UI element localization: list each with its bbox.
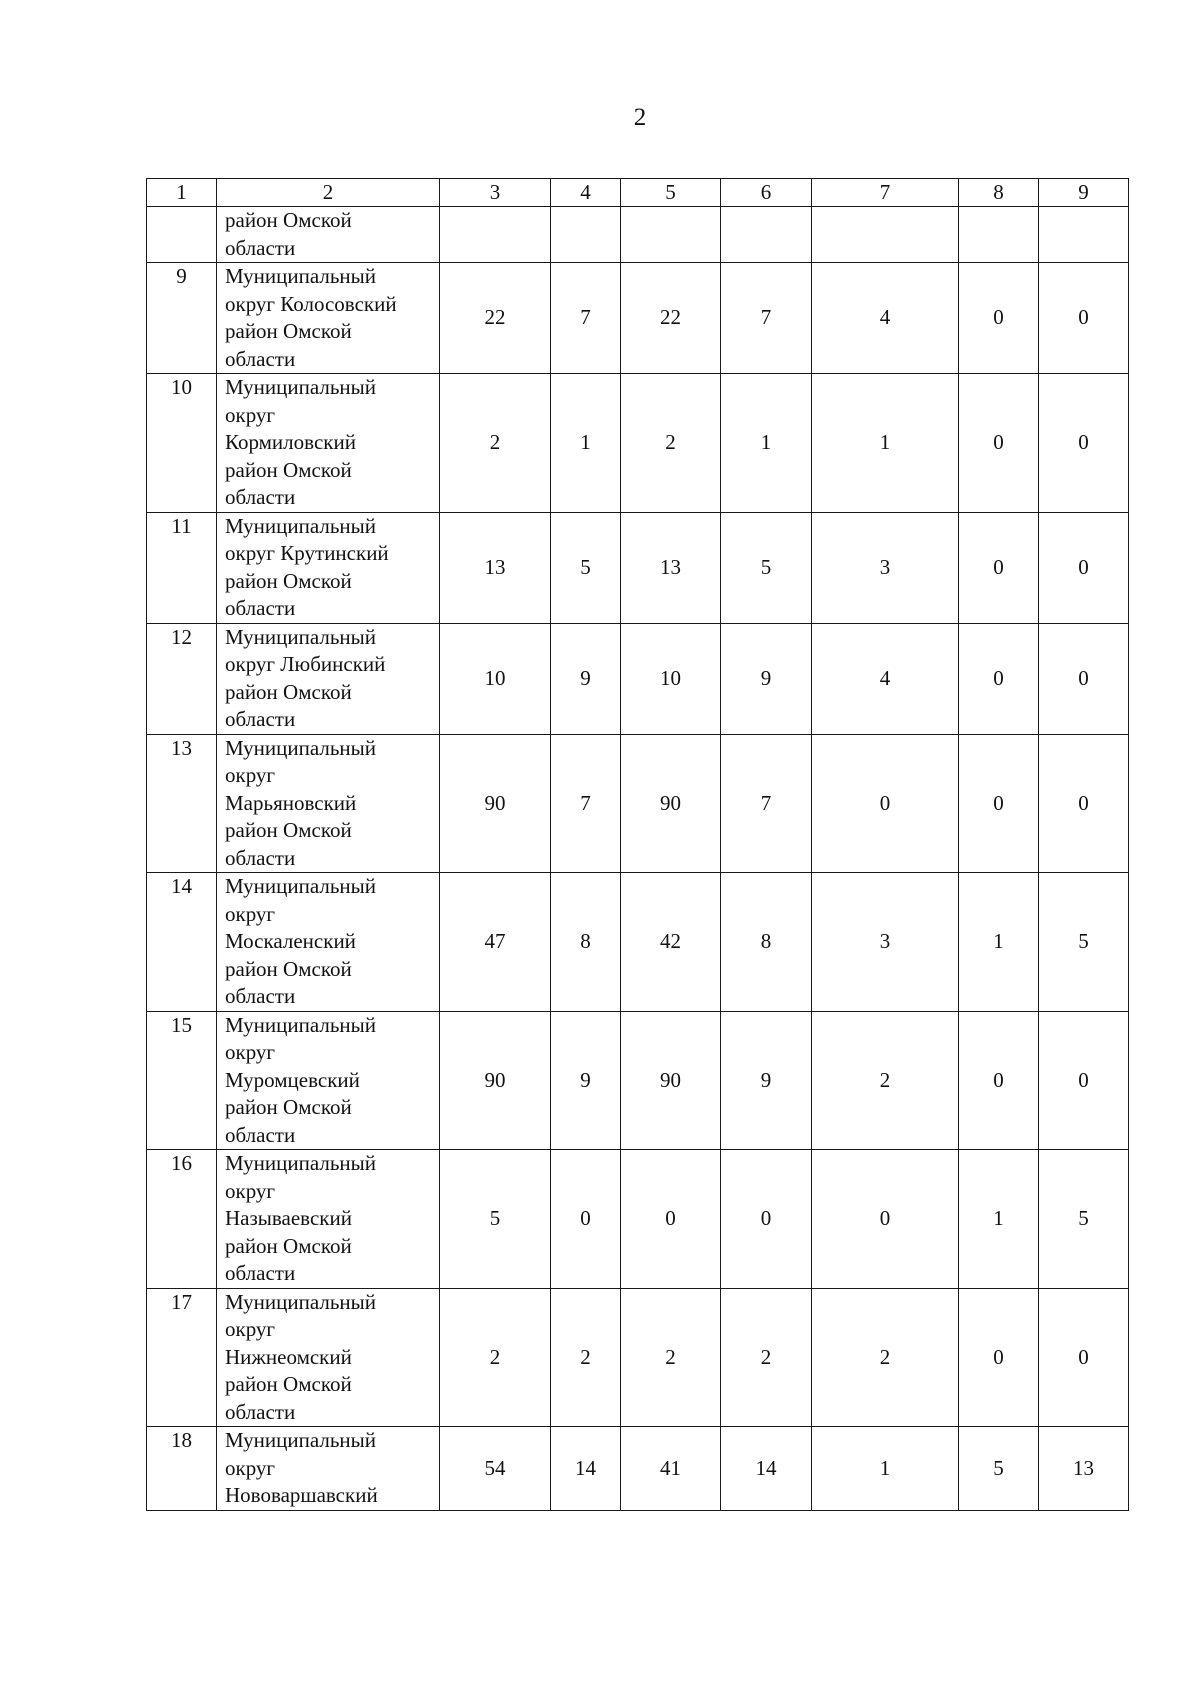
value-cell-col-8: 0 <box>959 374 1039 513</box>
municipality-name-line: округ Любинский <box>225 652 386 676</box>
value-cell-col-6: 14 <box>721 1427 812 1511</box>
municipality-name-line: области <box>225 707 296 731</box>
value-cell-col-5: 0 <box>621 1150 721 1289</box>
value-cell-col-7: 0 <box>812 734 959 873</box>
municipality-name <box>217 623 440 734</box>
value-cell-col-6: 8 <box>721 873 812 1012</box>
value-cell-col-3: 90 <box>440 734 551 873</box>
value-cell-col-9: 0 <box>1039 623 1129 734</box>
municipality-name-line: район Омской <box>225 457 352 482</box>
row-number: 18 <box>147 1427 217 1511</box>
municipality-name-line: округ <box>225 1455 276 1480</box>
value-cell-col-8: 0 <box>959 1011 1039 1150</box>
value-cell-col-7: 1 <box>812 374 959 513</box>
municipality-name-line: округ <box>225 1040 276 1064</box>
value-cell-col-5 <box>621 207 721 263</box>
value-cell-col-6: 2 <box>721 1288 812 1427</box>
value-cell-col-9 <box>1039 207 1129 263</box>
municipality-name-line: Москаленский <box>225 929 356 953</box>
table-row <box>147 374 1129 513</box>
value-cell-col-3: 10 <box>440 623 551 734</box>
municipality-name-line: Нововаршавский <box>225 1483 378 1507</box>
value-cell-col-9: 0 <box>1039 263 1129 374</box>
value-cell-col-5: 13 <box>621 512 721 623</box>
value-cell-col-6: 5 <box>721 512 812 623</box>
table-row <box>147 1011 1129 1150</box>
value-cell-col-7 <box>812 207 959 263</box>
value-cell-col-9: 0 <box>1039 1011 1129 1150</box>
table-row <box>147 1150 1129 1289</box>
table-row <box>147 1288 1129 1427</box>
table-row <box>147 512 1129 623</box>
row-number: 11 <box>147 512 217 623</box>
municipality-name <box>217 1150 440 1289</box>
value-cell-col-9: 5 <box>1039 1150 1129 1289</box>
column-header: 4 <box>551 179 621 207</box>
row-number: 16 <box>147 1150 217 1289</box>
municipality-name-line: области <box>225 596 296 620</box>
municipality-name-line: округ <box>225 402 276 427</box>
municipality-name-line: округ <box>225 901 276 926</box>
municipality-name <box>217 374 440 513</box>
municipality-name-line: Называевский <box>225 1206 352 1230</box>
row-number: 13 <box>147 734 217 873</box>
value-cell-col-4 <box>551 207 621 263</box>
value-cell-col-7: 0 <box>812 1150 959 1289</box>
row-number: 12 <box>147 623 217 734</box>
value-cell-col-5: 2 <box>621 1288 721 1427</box>
value-cell-col-7: 2 <box>812 1288 959 1427</box>
municipality-name-line: район Омской <box>225 1372 352 1396</box>
value-cell-col-8: 0 <box>959 623 1039 734</box>
table-row <box>147 263 1129 374</box>
value-cell-col-4: 14 <box>551 1427 621 1511</box>
municipality-name <box>217 207 440 263</box>
value-cell-col-4: 0 <box>551 1150 621 1289</box>
municipality-name <box>217 873 440 1012</box>
column-header: 9 <box>1039 179 1129 207</box>
municipality-name-line: области <box>225 235 296 260</box>
value-cell-col-4: 7 <box>551 263 621 374</box>
table-row <box>147 734 1129 873</box>
municipality-name-line: области <box>225 1122 296 1147</box>
value-cell-col-4: 9 <box>551 623 621 734</box>
value-cell-col-6 <box>721 207 812 263</box>
page-number: 2 <box>633 104 647 131</box>
value-cell-col-5: 2 <box>621 374 721 513</box>
value-cell-col-3: 2 <box>440 1288 551 1427</box>
value-cell-col-8: 1 <box>959 873 1039 1012</box>
value-cell-col-4: 5 <box>551 512 621 623</box>
table-header-row <box>147 179 1129 207</box>
value-cell-col-5: 22 <box>621 263 721 374</box>
value-cell-col-7: 3 <box>812 512 959 623</box>
value-cell-col-5: 90 <box>621 734 721 873</box>
municipality-name-line: Муниципальный <box>225 1428 376 1452</box>
municipality-name-line: район Омской <box>225 679 352 704</box>
value-cell-col-9: 13 <box>1039 1427 1129 1511</box>
table-row <box>147 623 1129 734</box>
municipality-name-line: области <box>225 1399 296 1424</box>
column-header: 5 <box>621 179 721 207</box>
municipality-name-line: Муниципальный <box>225 874 376 898</box>
value-cell-col-6: 1 <box>721 374 812 513</box>
value-cell-col-8: 1 <box>959 1150 1039 1289</box>
table-row <box>147 207 1129 263</box>
value-cell-col-8 <box>959 207 1039 263</box>
value-cell-col-4: 8 <box>551 873 621 1012</box>
value-cell-col-9: 0 <box>1039 374 1129 513</box>
row-number: 15 <box>147 1011 217 1150</box>
value-cell-col-9: 0 <box>1039 512 1129 623</box>
value-cell-col-4: 9 <box>551 1011 621 1150</box>
value-cell-col-5: 90 <box>621 1011 721 1150</box>
value-cell-col-3: 22 <box>440 263 551 374</box>
municipality-name <box>217 263 440 374</box>
municipality-name-line: Муниципальный <box>225 1012 376 1037</box>
row-number: 9 <box>147 263 217 374</box>
column-header: 6 <box>721 179 812 207</box>
municipality-name-line: район Омской <box>225 208 352 232</box>
municipality-name-line: Муниципальный <box>225 735 376 760</box>
municipality-name-line: области <box>225 845 296 870</box>
column-header: 7 <box>812 179 959 207</box>
value-cell-col-5: 42 <box>621 873 721 1012</box>
municipality-name <box>217 1288 440 1427</box>
municipality-name-line: район Омской <box>225 818 352 842</box>
table-row <box>147 1427 1129 1511</box>
value-cell-col-3 <box>440 207 551 263</box>
municipality-name-line: Кормиловский <box>225 430 356 454</box>
value-cell-col-4: 1 <box>551 374 621 513</box>
municipality-name-line: район Омской <box>225 956 352 981</box>
value-cell-col-6: 9 <box>721 1011 812 1150</box>
value-cell-col-5: 10 <box>621 623 721 734</box>
municipality-name-line: области <box>225 984 296 1008</box>
municipality-name-line: район Омской <box>225 568 352 593</box>
row-number: 17 <box>147 1288 217 1427</box>
column-header: 1 <box>147 179 217 207</box>
value-cell-col-9: 0 <box>1039 1288 1129 1427</box>
municipality-name-line: Марьяновский <box>225 790 357 815</box>
value-cell-col-8: 0 <box>959 512 1039 623</box>
value-cell-col-7: 2 <box>812 1011 959 1150</box>
value-cell-col-8: 5 <box>959 1427 1039 1511</box>
row-number: 10 <box>147 374 217 513</box>
value-cell-col-3: 90 <box>440 1011 551 1150</box>
value-cell-col-7: 3 <box>812 873 959 1012</box>
municipality-name-line: округ <box>225 763 276 787</box>
row-number: 14 <box>147 873 217 1012</box>
value-cell-col-6: 9 <box>721 623 812 734</box>
table-row <box>147 873 1129 1012</box>
value-cell-col-8: 0 <box>959 1288 1039 1427</box>
column-header: 8 <box>959 179 1039 207</box>
value-cell-col-7: 1 <box>812 1427 959 1511</box>
municipality-name <box>217 734 440 873</box>
municipality-name-line: Муромцевский <box>225 1067 360 1092</box>
municipality-name-line: Нижнеомский <box>225 1344 352 1369</box>
value-cell-col-3: 13 <box>440 512 551 623</box>
municipality-name-line: Муниципальный <box>225 624 376 649</box>
municipality-name-line: округ Крутинский <box>225 541 389 565</box>
value-cell-col-4: 2 <box>551 1288 621 1427</box>
value-cell-col-8: 0 <box>959 263 1039 374</box>
value-cell-col-7: 4 <box>812 263 959 374</box>
value-cell-col-3: 5 <box>440 1150 551 1289</box>
value-cell-col-7: 4 <box>812 623 959 734</box>
row-number <box>147 207 217 263</box>
municipality-name-line: Муниципальный <box>225 1289 376 1314</box>
municipality-name-line: области <box>225 485 296 509</box>
value-cell-col-3: 54 <box>440 1427 551 1511</box>
column-header: 2 <box>217 179 440 207</box>
municipality-name <box>217 1427 440 1511</box>
municipality-name-line: район Омской <box>225 1233 352 1258</box>
value-cell-col-6: 0 <box>721 1150 812 1289</box>
column-header: 3 <box>440 179 551 207</box>
value-cell-col-6: 7 <box>721 734 812 873</box>
municipality-name-line: район Омской <box>225 319 352 343</box>
value-cell-col-4: 7 <box>551 734 621 873</box>
value-cell-col-8: 0 <box>959 734 1039 873</box>
data-table <box>146 178 1129 1511</box>
municipality-name-line: Муниципальный <box>225 1151 376 1175</box>
value-cell-col-3: 47 <box>440 873 551 1012</box>
municipality-name-line: области <box>225 1261 296 1285</box>
value-cell-col-3: 2 <box>440 374 551 513</box>
value-cell-col-9: 5 <box>1039 873 1129 1012</box>
value-cell-col-6: 7 <box>721 263 812 374</box>
municipality-name-line: Муниципальный <box>225 375 376 399</box>
municipality-name-line: округ <box>225 1317 276 1341</box>
municipality-name-line: Муниципальный <box>225 513 376 538</box>
value-cell-col-5: 41 <box>621 1427 721 1511</box>
municipality-name <box>217 1011 440 1150</box>
municipality-name-line: области <box>225 346 296 371</box>
municipality-name-line: округ <box>225 1178 276 1203</box>
value-cell-col-9: 0 <box>1039 734 1129 873</box>
municipality-name-line: округ Колосовский <box>225 291 397 316</box>
municipality-name-line: район Омской <box>225 1095 352 1119</box>
municipality-name-line: Муниципальный <box>225 264 376 288</box>
municipality-name <box>217 512 440 623</box>
